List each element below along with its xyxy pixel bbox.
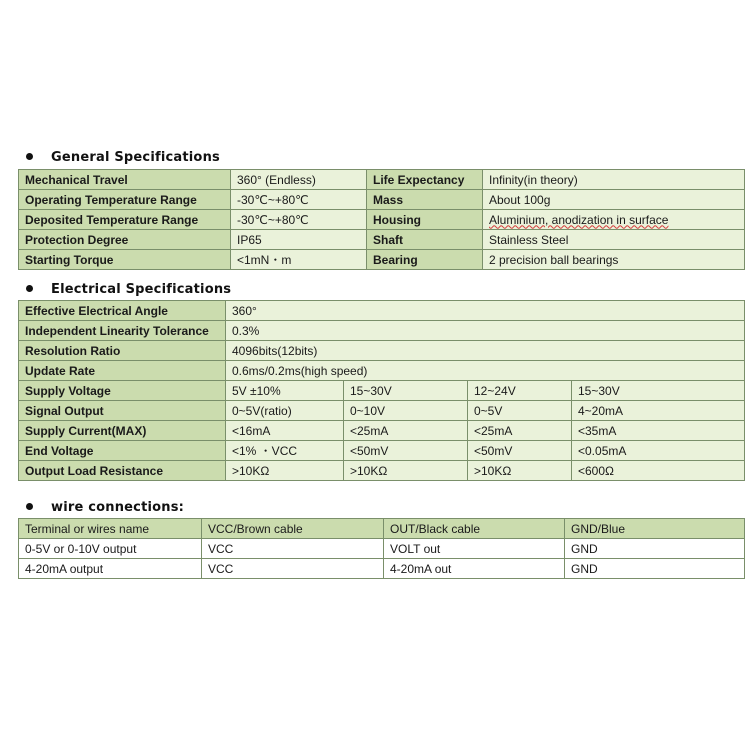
table-row — [19, 421, 745, 441]
spec-label: Life Expectancy — [367, 170, 483, 190]
table-row — [19, 250, 745, 270]
spec-value: <50mV — [468, 441, 572, 461]
spec-label: Mechanical Travel — [19, 170, 231, 190]
table-row — [19, 321, 745, 341]
bullet-icon — [26, 153, 33, 160]
spec-value: 15~30V — [572, 381, 745, 401]
spec-label: Housing — [367, 210, 483, 230]
electrical-specs-table — [18, 300, 744, 481]
spec-value: 0.6ms/0.2ms(high speed) — [226, 361, 745, 381]
table-cell: 0-5V or 0-10V output — [19, 539, 202, 559]
table-row — [19, 301, 745, 321]
column-header: Terminal or wires name — [19, 519, 202, 539]
spec-label: Supply Voltage — [19, 381, 226, 401]
table-row — [19, 539, 745, 559]
spec-value: 4~20mA — [572, 401, 745, 421]
table-cell: VCC — [202, 559, 384, 579]
spec-label: Operating Temperature Range — [19, 190, 231, 210]
spec-value: <16mA — [226, 421, 344, 441]
table-row — [19, 190, 745, 210]
spec-value: 15~30V — [344, 381, 468, 401]
table-row — [19, 401, 745, 421]
wire-connections-heading: wire connections: — [26, 500, 184, 515]
spec-label: Mass — [367, 190, 483, 210]
table-cell: VCC — [202, 539, 384, 559]
table-row — [19, 381, 745, 401]
table-header-row — [19, 519, 745, 539]
table-cell: VOLT out — [384, 539, 565, 559]
table-cell: 4-20mA output — [19, 559, 202, 579]
column-header: GND/Blue — [565, 519, 745, 539]
spec-value: Aluminium, anodization in surface — [483, 210, 745, 230]
spec-value: IP65 — [231, 230, 367, 250]
spec-value: 360° (Endless) — [231, 170, 367, 190]
column-header: OUT/Black cable — [384, 519, 565, 539]
spec-value: 12~24V — [468, 381, 572, 401]
table-row — [19, 170, 745, 190]
spec-value: 0~5V — [468, 401, 572, 421]
spec-value: 360° — [226, 301, 745, 321]
general-specs-table — [18, 169, 744, 270]
spec-label: Starting Torque — [19, 250, 231, 270]
spec-label: Supply Current(MAX) — [19, 421, 226, 441]
spec-value: <1% ・VCC — [226, 441, 344, 461]
spec-label: Output Load Resistance — [19, 461, 226, 481]
column-header: VCC/Brown cable — [202, 519, 384, 539]
table-row — [19, 230, 745, 250]
spec-label: Effective Electrical Angle — [19, 301, 226, 321]
electrical-specs-heading: Electrical Specifications — [26, 282, 231, 297]
table-row — [19, 559, 745, 579]
spec-value: 4096bits(12bits) — [226, 341, 745, 361]
spec-label: Update Rate — [19, 361, 226, 381]
spec-value: 0~10V — [344, 401, 468, 421]
spec-label: Protection Degree — [19, 230, 231, 250]
table-row — [19, 210, 745, 230]
spec-value: <0.05mA — [572, 441, 745, 461]
spec-value: <25mA — [344, 421, 468, 441]
spec-label: Signal Output — [19, 401, 226, 421]
spec-value: >10KΩ — [226, 461, 344, 481]
spec-value: -30℃~+80℃ — [231, 210, 367, 230]
spec-label: Bearing — [367, 250, 483, 270]
spec-value: <25mA — [468, 421, 572, 441]
spec-label: Shaft — [367, 230, 483, 250]
spec-value: 0.3% — [226, 321, 745, 341]
general-specs-heading: General Specifications — [26, 150, 220, 165]
table-cell: 4-20mA out — [384, 559, 565, 579]
table-cell: GND — [565, 539, 745, 559]
table-cell: GND — [565, 559, 745, 579]
table-row — [19, 461, 745, 481]
spec-value: <600Ω — [572, 461, 745, 481]
table-row — [19, 361, 745, 381]
spec-value: About 100g — [483, 190, 745, 210]
spec-value: >10KΩ — [344, 461, 468, 481]
spec-label: Independent Linearity Tolerance — [19, 321, 226, 341]
spec-value: 5V ±10% — [226, 381, 344, 401]
wire-connections-table — [18, 518, 744, 579]
spec-value: -30℃~+80℃ — [231, 190, 367, 210]
table-row — [19, 441, 745, 461]
spec-value: >10KΩ — [468, 461, 572, 481]
table-row — [19, 341, 745, 361]
spec-value: Stainless Steel — [483, 230, 745, 250]
spec-value: <50mV — [344, 441, 468, 461]
spec-value: <1mN・m — [231, 250, 367, 270]
spec-value: 2 precision ball bearings — [483, 250, 745, 270]
bullet-icon — [26, 285, 33, 292]
spec-value: 0~5V(ratio) — [226, 401, 344, 421]
spec-label: Resolution Ratio — [19, 341, 226, 361]
spec-label: End Voltage — [19, 441, 226, 461]
spec-value: <35mA — [572, 421, 745, 441]
spec-value: Infinity(in theory) — [483, 170, 745, 190]
spec-label: Deposited Temperature Range — [19, 210, 231, 230]
bullet-icon — [26, 503, 33, 510]
